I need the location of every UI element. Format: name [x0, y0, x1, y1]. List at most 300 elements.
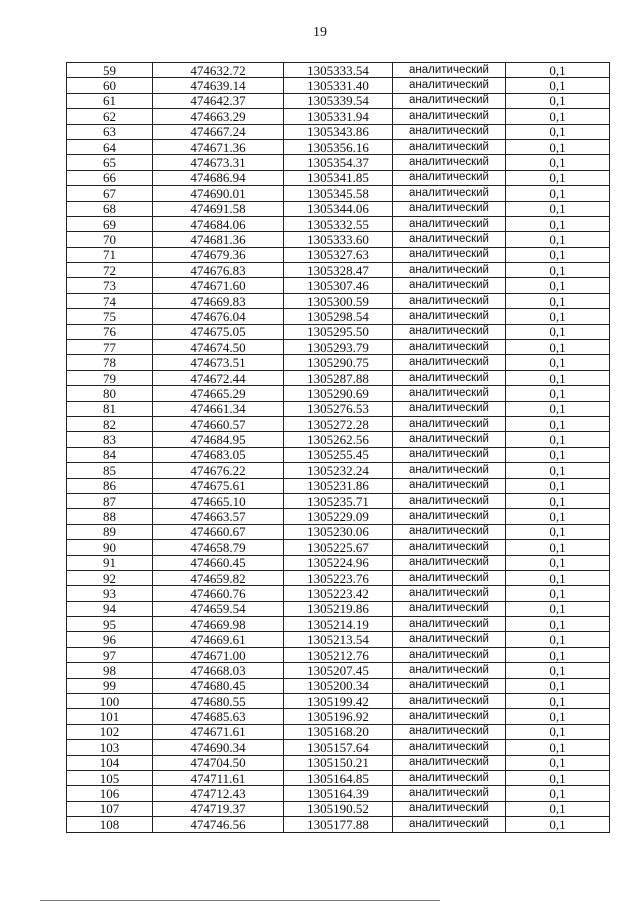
method-cell: аналитический — [393, 78, 506, 93]
table-row — [67, 647, 610, 662]
method-cell: аналитический — [393, 724, 506, 739]
point-number-cell: 93 — [67, 586, 153, 601]
method-cell: аналитический — [393, 201, 506, 216]
accuracy-cell: 0,1 — [506, 370, 610, 385]
accuracy-cell: 0,1 — [506, 647, 610, 662]
x-coordinate-cell: 474686.94 — [153, 170, 284, 185]
method-cell: аналитический — [393, 601, 506, 616]
table-row — [67, 524, 610, 539]
table-row — [67, 386, 610, 401]
method-cell: аналитический — [393, 755, 506, 770]
y-coordinate-cell: 1305224.96 — [284, 555, 393, 570]
method-cell: аналитический — [393, 232, 506, 247]
accuracy-cell: 0,1 — [506, 309, 610, 324]
x-coordinate-cell: 474681.36 — [153, 232, 284, 247]
point-number-cell: 86 — [67, 478, 153, 493]
x-coordinate-cell: 474669.98 — [153, 617, 284, 632]
table-row — [67, 540, 610, 555]
table-row — [67, 340, 610, 355]
accuracy-cell: 0,1 — [506, 170, 610, 185]
x-coordinate-cell: 474676.04 — [153, 309, 284, 324]
y-coordinate-cell: 1305354.37 — [284, 155, 393, 170]
x-coordinate-cell: 474639.14 — [153, 78, 284, 93]
table-row — [67, 216, 610, 231]
method-cell: аналитический — [393, 293, 506, 308]
point-number-cell: 92 — [67, 570, 153, 585]
accuracy-cell: 0,1 — [506, 201, 610, 216]
table-row — [67, 155, 610, 170]
y-coordinate-cell: 1305333.54 — [284, 63, 393, 78]
x-coordinate-cell: 474674.50 — [153, 340, 284, 355]
table-row — [67, 93, 610, 108]
y-coordinate-cell: 1305168.20 — [284, 724, 393, 739]
x-coordinate-cell: 474632.72 — [153, 63, 284, 78]
accuracy-cell: 0,1 — [506, 340, 610, 355]
point-number-cell: 87 — [67, 493, 153, 508]
accuracy-cell: 0,1 — [506, 740, 610, 755]
point-number-cell: 94 — [67, 601, 153, 616]
y-coordinate-cell: 1305333.60 — [284, 232, 393, 247]
point-number-cell: 91 — [67, 555, 153, 570]
x-coordinate-cell: 474690.01 — [153, 186, 284, 201]
table-row — [67, 586, 610, 601]
x-coordinate-cell: 474663.57 — [153, 509, 284, 524]
table-row — [67, 309, 610, 324]
table-row — [67, 170, 610, 185]
y-coordinate-cell: 1305339.54 — [284, 93, 393, 108]
y-coordinate-cell: 1305293.79 — [284, 340, 393, 355]
x-coordinate-cell: 474672.44 — [153, 370, 284, 385]
y-coordinate-cell: 1305300.59 — [284, 293, 393, 308]
y-coordinate-cell: 1305214.19 — [284, 617, 393, 632]
point-number-cell: 66 — [67, 170, 153, 185]
point-number-cell: 77 — [67, 340, 153, 355]
table-row — [67, 601, 610, 616]
table-row — [67, 786, 610, 801]
y-coordinate-cell: 1305356.16 — [284, 139, 393, 154]
method-cell: аналитический — [393, 386, 506, 401]
x-coordinate-cell: 474676.83 — [153, 263, 284, 278]
method-cell: аналитический — [393, 170, 506, 185]
x-coordinate-cell: 474671.36 — [153, 139, 284, 154]
point-number-cell: 61 — [67, 93, 153, 108]
table-row — [67, 124, 610, 139]
point-number-cell: 81 — [67, 401, 153, 416]
accuracy-cell: 0,1 — [506, 432, 610, 447]
method-cell: аналитический — [393, 478, 506, 493]
table-row — [67, 817, 610, 832]
x-coordinate-cell: 474665.10 — [153, 493, 284, 508]
method-cell: аналитический — [393, 817, 506, 832]
y-coordinate-cell: 1305331.94 — [284, 109, 393, 124]
x-coordinate-cell: 474704.50 — [153, 755, 284, 770]
method-cell: аналитический — [393, 370, 506, 385]
x-coordinate-cell: 474673.51 — [153, 355, 284, 370]
x-coordinate-cell: 474746.56 — [153, 817, 284, 832]
method-cell: аналитический — [393, 801, 506, 816]
accuracy-cell: 0,1 — [506, 186, 610, 201]
table-row — [67, 355, 610, 370]
x-coordinate-cell: 474659.82 — [153, 570, 284, 585]
point-number-cell: 106 — [67, 786, 153, 801]
accuracy-cell: 0,1 — [506, 663, 610, 678]
x-coordinate-cell: 474690.34 — [153, 740, 284, 755]
y-coordinate-cell: 1305231.86 — [284, 478, 393, 493]
accuracy-cell: 0,1 — [506, 540, 610, 555]
y-coordinate-cell: 1305328.47 — [284, 263, 393, 278]
table-row — [67, 416, 610, 431]
point-number-cell: 70 — [67, 232, 153, 247]
method-cell: аналитический — [393, 124, 506, 139]
table-row — [67, 709, 610, 724]
y-coordinate-cell: 1305287.88 — [284, 370, 393, 385]
accuracy-cell: 0,1 — [506, 139, 610, 154]
table-row — [67, 463, 610, 478]
table-row — [67, 755, 610, 770]
x-coordinate-cell: 474719.37 — [153, 801, 284, 816]
point-number-cell: 85 — [67, 463, 153, 478]
method-cell: аналитический — [393, 740, 506, 755]
y-coordinate-cell: 1305327.63 — [284, 247, 393, 262]
y-coordinate-cell: 1305225.67 — [284, 540, 393, 555]
accuracy-cell: 0,1 — [506, 694, 610, 709]
accuracy-cell: 0,1 — [506, 678, 610, 693]
method-cell: аналитический — [393, 216, 506, 231]
point-number-cell: 89 — [67, 524, 153, 539]
accuracy-cell: 0,1 — [506, 416, 610, 431]
point-number-cell: 76 — [67, 324, 153, 339]
accuracy-cell: 0,1 — [506, 109, 610, 124]
point-number-cell: 79 — [67, 370, 153, 385]
accuracy-cell: 0,1 — [506, 493, 610, 508]
method-cell: аналитический — [393, 155, 506, 170]
accuracy-cell: 0,1 — [506, 524, 610, 539]
accuracy-cell: 0,1 — [506, 278, 610, 293]
table-row — [67, 493, 610, 508]
y-coordinate-cell: 1305255.45 — [284, 447, 393, 462]
x-coordinate-cell: 474667.24 — [153, 124, 284, 139]
method-cell: аналитический — [393, 524, 506, 539]
point-number-cell: 104 — [67, 755, 153, 770]
method-cell: аналитический — [393, 663, 506, 678]
point-number-cell: 103 — [67, 740, 153, 755]
point-number-cell: 75 — [67, 309, 153, 324]
x-coordinate-cell: 474668.03 — [153, 663, 284, 678]
accuracy-cell: 0,1 — [506, 447, 610, 462]
accuracy-cell: 0,1 — [506, 509, 610, 524]
y-coordinate-cell: 1305223.42 — [284, 586, 393, 601]
point-number-cell: 69 — [67, 216, 153, 231]
accuracy-cell: 0,1 — [506, 232, 610, 247]
point-number-cell: 62 — [67, 109, 153, 124]
x-coordinate-cell: 474659.54 — [153, 601, 284, 616]
y-coordinate-cell: 1305341.85 — [284, 170, 393, 185]
x-coordinate-cell: 474660.57 — [153, 416, 284, 431]
table-row — [67, 63, 610, 78]
method-cell: аналитический — [393, 109, 506, 124]
point-number-cell: 59 — [67, 63, 153, 78]
method-cell: аналитический — [393, 416, 506, 431]
accuracy-cell: 0,1 — [506, 709, 610, 724]
method-cell: аналитический — [393, 555, 506, 570]
table-row — [67, 370, 610, 385]
accuracy-cell: 0,1 — [506, 324, 610, 339]
point-number-cell: 90 — [67, 540, 153, 555]
method-cell: аналитический — [393, 540, 506, 555]
accuracy-cell: 0,1 — [506, 155, 610, 170]
table-row — [67, 247, 610, 262]
table-row — [67, 801, 610, 816]
point-number-cell: 72 — [67, 263, 153, 278]
method-cell: аналитический — [393, 340, 506, 355]
y-coordinate-cell: 1305164.39 — [284, 786, 393, 801]
method-cell: аналитический — [393, 493, 506, 508]
x-coordinate-cell: 474661.34 — [153, 401, 284, 416]
accuracy-cell: 0,1 — [506, 93, 610, 108]
x-coordinate-cell: 474675.05 — [153, 324, 284, 339]
table-row — [67, 201, 610, 216]
point-number-cell: 97 — [67, 647, 153, 662]
table-row — [67, 263, 610, 278]
point-number-cell: 101 — [67, 709, 153, 724]
x-coordinate-cell: 474676.22 — [153, 463, 284, 478]
point-number-cell: 73 — [67, 278, 153, 293]
x-coordinate-cell: 474685.63 — [153, 709, 284, 724]
method-cell: аналитический — [393, 617, 506, 632]
accuracy-cell: 0,1 — [506, 463, 610, 478]
method-cell: аналитический — [393, 93, 506, 108]
x-coordinate-cell: 474711.61 — [153, 770, 284, 785]
x-coordinate-cell: 474669.61 — [153, 632, 284, 647]
x-coordinate-cell: 474642.37 — [153, 93, 284, 108]
accuracy-cell: 0,1 — [506, 801, 610, 816]
y-coordinate-cell: 1305207.45 — [284, 663, 393, 678]
accuracy-cell: 0,1 — [506, 555, 610, 570]
point-number-cell: 95 — [67, 617, 153, 632]
accuracy-cell: 0,1 — [506, 786, 610, 801]
x-coordinate-cell: 474671.00 — [153, 647, 284, 662]
x-coordinate-cell: 474683.05 — [153, 447, 284, 462]
point-number-cell: 78 — [67, 355, 153, 370]
point-number-cell: 107 — [67, 801, 153, 816]
y-coordinate-cell: 1305213.54 — [284, 632, 393, 647]
y-coordinate-cell: 1305232.24 — [284, 463, 393, 478]
method-cell: аналитический — [393, 694, 506, 709]
y-coordinate-cell: 1305332.55 — [284, 216, 393, 231]
method-cell: аналитический — [393, 186, 506, 201]
method-cell: аналитический — [393, 709, 506, 724]
point-number-cell: 80 — [67, 386, 153, 401]
table-row — [67, 555, 610, 570]
y-coordinate-cell: 1305229.09 — [284, 509, 393, 524]
method-cell: аналитический — [393, 509, 506, 524]
x-coordinate-cell: 474660.67 — [153, 524, 284, 539]
method-cell: аналитический — [393, 570, 506, 585]
table-row — [67, 740, 610, 755]
accuracy-cell: 0,1 — [506, 617, 610, 632]
y-coordinate-cell: 1305190.52 — [284, 801, 393, 816]
x-coordinate-cell: 474660.76 — [153, 586, 284, 601]
table-row — [67, 678, 610, 693]
y-coordinate-cell: 1305298.54 — [284, 309, 393, 324]
accuracy-cell: 0,1 — [506, 124, 610, 139]
x-coordinate-cell: 474660.45 — [153, 555, 284, 570]
point-number-cell: 96 — [67, 632, 153, 647]
table-row — [67, 401, 610, 416]
accuracy-cell: 0,1 — [506, 478, 610, 493]
x-coordinate-cell: 474669.83 — [153, 293, 284, 308]
y-coordinate-cell: 1305343.86 — [284, 124, 393, 139]
x-coordinate-cell: 474684.06 — [153, 216, 284, 231]
table-row — [67, 509, 610, 524]
method-cell: аналитический — [393, 309, 506, 324]
y-coordinate-cell: 1305196.92 — [284, 709, 393, 724]
y-coordinate-cell: 1305200.34 — [284, 678, 393, 693]
point-number-cell: 82 — [67, 416, 153, 431]
x-coordinate-cell: 474658.79 — [153, 540, 284, 555]
x-coordinate-cell: 474679.36 — [153, 247, 284, 262]
table-row — [67, 186, 610, 201]
x-coordinate-cell: 474663.29 — [153, 109, 284, 124]
point-number-cell: 60 — [67, 78, 153, 93]
method-cell: аналитический — [393, 447, 506, 462]
y-coordinate-cell: 1305150.21 — [284, 755, 393, 770]
y-coordinate-cell: 1305307.46 — [284, 278, 393, 293]
method-cell: аналитический — [393, 263, 506, 278]
table-row — [67, 432, 610, 447]
coordinates-table — [66, 62, 610, 833]
y-coordinate-cell: 1305345.58 — [284, 186, 393, 201]
table-row — [67, 478, 610, 493]
accuracy-cell: 0,1 — [506, 78, 610, 93]
point-number-cell: 88 — [67, 509, 153, 524]
x-coordinate-cell: 474665.29 — [153, 386, 284, 401]
method-cell: аналитический — [393, 770, 506, 785]
accuracy-cell: 0,1 — [506, 817, 610, 832]
accuracy-cell: 0,1 — [506, 263, 610, 278]
point-number-cell: 67 — [67, 186, 153, 201]
method-cell: аналитический — [393, 586, 506, 601]
table-row — [67, 232, 610, 247]
y-coordinate-cell: 1305164.85 — [284, 770, 393, 785]
accuracy-cell: 0,1 — [506, 63, 610, 78]
x-coordinate-cell: 474684.95 — [153, 432, 284, 447]
point-number-cell: 99 — [67, 678, 153, 693]
y-coordinate-cell: 1305230.06 — [284, 524, 393, 539]
y-coordinate-cell: 1305199.42 — [284, 694, 393, 709]
point-number-cell: 65 — [67, 155, 153, 170]
table-row — [67, 109, 610, 124]
x-coordinate-cell: 474691.58 — [153, 201, 284, 216]
accuracy-cell: 0,1 — [506, 755, 610, 770]
method-cell: аналитический — [393, 463, 506, 478]
x-coordinate-cell: 474680.55 — [153, 694, 284, 709]
point-number-cell: 108 — [67, 817, 153, 832]
accuracy-cell: 0,1 — [506, 247, 610, 262]
method-cell: аналитический — [393, 678, 506, 693]
accuracy-cell: 0,1 — [506, 770, 610, 785]
y-coordinate-cell: 1305290.69 — [284, 386, 393, 401]
method-cell: аналитический — [393, 324, 506, 339]
accuracy-cell: 0,1 — [506, 386, 610, 401]
y-coordinate-cell: 1305157.64 — [284, 740, 393, 755]
x-coordinate-cell: 474671.61 — [153, 724, 284, 739]
table-row — [67, 617, 610, 632]
accuracy-cell: 0,1 — [506, 601, 610, 616]
y-coordinate-cell: 1305235.71 — [284, 493, 393, 508]
y-coordinate-cell: 1305177.88 — [284, 817, 393, 832]
accuracy-cell: 0,1 — [506, 586, 610, 601]
point-number-cell: 100 — [67, 694, 153, 709]
method-cell: аналитический — [393, 632, 506, 647]
x-coordinate-cell: 474680.45 — [153, 678, 284, 693]
x-coordinate-cell: 474675.61 — [153, 478, 284, 493]
x-coordinate-cell: 474671.60 — [153, 278, 284, 293]
table-row — [67, 570, 610, 585]
method-cell: аналитический — [393, 786, 506, 801]
point-number-cell: 64 — [67, 139, 153, 154]
y-coordinate-cell: 1305344.06 — [284, 201, 393, 216]
table-row — [67, 694, 610, 709]
method-cell: аналитический — [393, 647, 506, 662]
accuracy-cell: 0,1 — [506, 401, 610, 416]
accuracy-cell: 0,1 — [506, 216, 610, 231]
point-number-cell: 74 — [67, 293, 153, 308]
method-cell: аналитический — [393, 247, 506, 262]
y-coordinate-cell: 1305276.53 — [284, 401, 393, 416]
x-coordinate-cell: 474712.43 — [153, 786, 284, 801]
y-coordinate-cell: 1305223.76 — [284, 570, 393, 585]
point-number-cell: 68 — [67, 201, 153, 216]
method-cell: аналитический — [393, 139, 506, 154]
point-number-cell: 105 — [67, 770, 153, 785]
method-cell: аналитический — [393, 355, 506, 370]
y-coordinate-cell: 1305272.28 — [284, 416, 393, 431]
point-number-cell: 102 — [67, 724, 153, 739]
point-number-cell: 98 — [67, 663, 153, 678]
y-coordinate-cell: 1305295.50 — [284, 324, 393, 339]
coordinates-table-body — [67, 63, 610, 833]
y-coordinate-cell: 1305212.76 — [284, 647, 393, 662]
table-row — [67, 78, 610, 93]
accuracy-cell: 0,1 — [506, 632, 610, 647]
table-row — [67, 278, 610, 293]
point-number-cell: 71 — [67, 247, 153, 262]
table-row — [67, 663, 610, 678]
y-coordinate-cell: 1305262.56 — [284, 432, 393, 447]
method-cell: аналитический — [393, 278, 506, 293]
table-row — [67, 324, 610, 339]
table-row — [67, 293, 610, 308]
y-coordinate-cell: 1305290.75 — [284, 355, 393, 370]
table-row — [67, 724, 610, 739]
accuracy-cell: 0,1 — [506, 570, 610, 585]
method-cell: аналитический — [393, 401, 506, 416]
y-coordinate-cell: 1305331.40 — [284, 78, 393, 93]
point-number-cell: 63 — [67, 124, 153, 139]
method-cell: аналитический — [393, 432, 506, 447]
table-row — [67, 632, 610, 647]
page-number: 19 — [313, 25, 327, 40]
y-coordinate-cell: 1305219.86 — [284, 601, 393, 616]
bottom-rule — [40, 900, 440, 901]
table-row — [67, 139, 610, 154]
method-cell: аналитический — [393, 63, 506, 78]
x-coordinate-cell: 474673.31 — [153, 155, 284, 170]
accuracy-cell: 0,1 — [506, 355, 610, 370]
point-number-cell: 84 — [67, 447, 153, 462]
table-row — [67, 770, 610, 785]
